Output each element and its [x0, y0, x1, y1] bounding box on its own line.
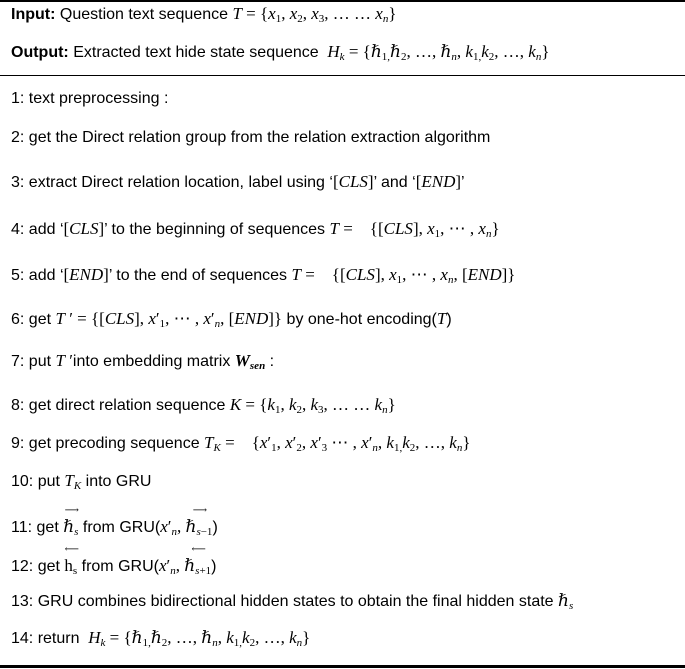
step-number: 11:: [11, 519, 33, 536]
step-text: get direct relation sequence $K = \{k_1$, $k_2$, $k_3$, … … $k_n$}: [28, 395, 396, 416]
output-label: Output:: [11, 44, 69, 61]
input-label: Input:: [11, 6, 56, 23]
step-number: 12:: [11, 558, 34, 575]
step-12: [11, 544, 217, 577]
step-3: [11, 172, 465, 193]
step-5: [11, 265, 515, 286]
step-number: 1:: [11, 90, 25, 107]
step-9: [11, 433, 470, 454]
step-number: 7:: [11, 353, 25, 370]
step-8: [11, 395, 396, 416]
step-text: extract Direct relation location, label using ‘[CLS]’ and ‘[END]’: [28, 172, 465, 191]
input-formula: $T = \{x_1$, $x_2$, $x_3$, … … $x_n$}: [232, 4, 397, 25]
step-7: [11, 351, 274, 372]
top-rule: [0, 0, 685, 2]
step-number: 10:: [11, 473, 34, 490]
step-text: GRU combines bidirectional hidden states to obtain the final hidden state ℏ$_s$: [37, 591, 574, 612]
step-number: 2:: [11, 129, 25, 146]
step-text: put T ′into embedding matrix $W_{sen}$ :: [28, 351, 275, 372]
step-text: return $H_k$ = {ℏ$_{1,}$ℏ$_2$, …, ℏ$_n$, $k_{1,}k_2$, …, $k_n$}: [37, 628, 311, 649]
input-line: [11, 4, 397, 25]
step-4: [11, 219, 500, 240]
step-13: [11, 591, 573, 612]
step-14: [11, 628, 310, 649]
step-number: 4:: [11, 221, 25, 238]
step-text: get precoding sequence $T_K$ = {$x'_1$, $x'_2$, $x'_3$ ⋯ , $x'_n$, $k_{1,}k_2$, …, $k_n$}: [28, 433, 471, 454]
step-text: text preprocessing :: [28, 90, 169, 107]
step-text: get ⟵ $h_s$ from $GRU(x'_n$, ⟵ ℏ$_{s+1}$): [37, 544, 217, 577]
step-10: [11, 471, 151, 492]
header-divider: [0, 75, 685, 76]
bottom-rule: [0, 665, 685, 668]
step-text: get T ′ = {[CLS], $x'_1$, ⋯ , $x'_n$, [END]} by one-hot encoding(T): [28, 309, 452, 330]
step-2: [11, 128, 490, 148]
output-text: Extracted text hide state sequence: [73, 44, 319, 61]
step-text: add ‘[END]’ to the end of sequences T = {[CLS], $x_1$, ⋯ , $x_n$, [END]}: [28, 265, 516, 286]
step-number: 13:: [11, 593, 34, 610]
input-text: Question text sequence: [59, 6, 228, 23]
step-number: 9:: [11, 435, 25, 452]
step-number: 6:: [11, 311, 25, 328]
step-number: 5:: [11, 267, 25, 284]
step-text: add ‘[CLS]’ to the beginning of sequences T = {[CLS], $x_1$, ⋯ , $x_n$}: [28, 219, 500, 240]
step-number: 14:: [11, 630, 34, 647]
step-6: [11, 309, 452, 330]
step-number: 3:: [11, 174, 25, 191]
step-text: put $T_K$ into GRU: [37, 471, 152, 492]
step-11: [11, 505, 218, 538]
step-text: get the Direct relation group from the relation extraction algorithm: [28, 129, 491, 146]
step-1: [11, 89, 168, 109]
step-number: 8:: [11, 397, 25, 414]
step-text: get ⟶ ℏ$_s$ from $GRU(x'_n$, ⟶ ℏ$_{s-1}$): [36, 505, 218, 538]
output-formula: $H_k$ = {ℏ$_{1,}$ℏ$_2$, …, ℏ$_n$, $k_{1,}k_2$, …, $k_n$}: [327, 42, 550, 63]
output-line: [11, 42, 549, 63]
